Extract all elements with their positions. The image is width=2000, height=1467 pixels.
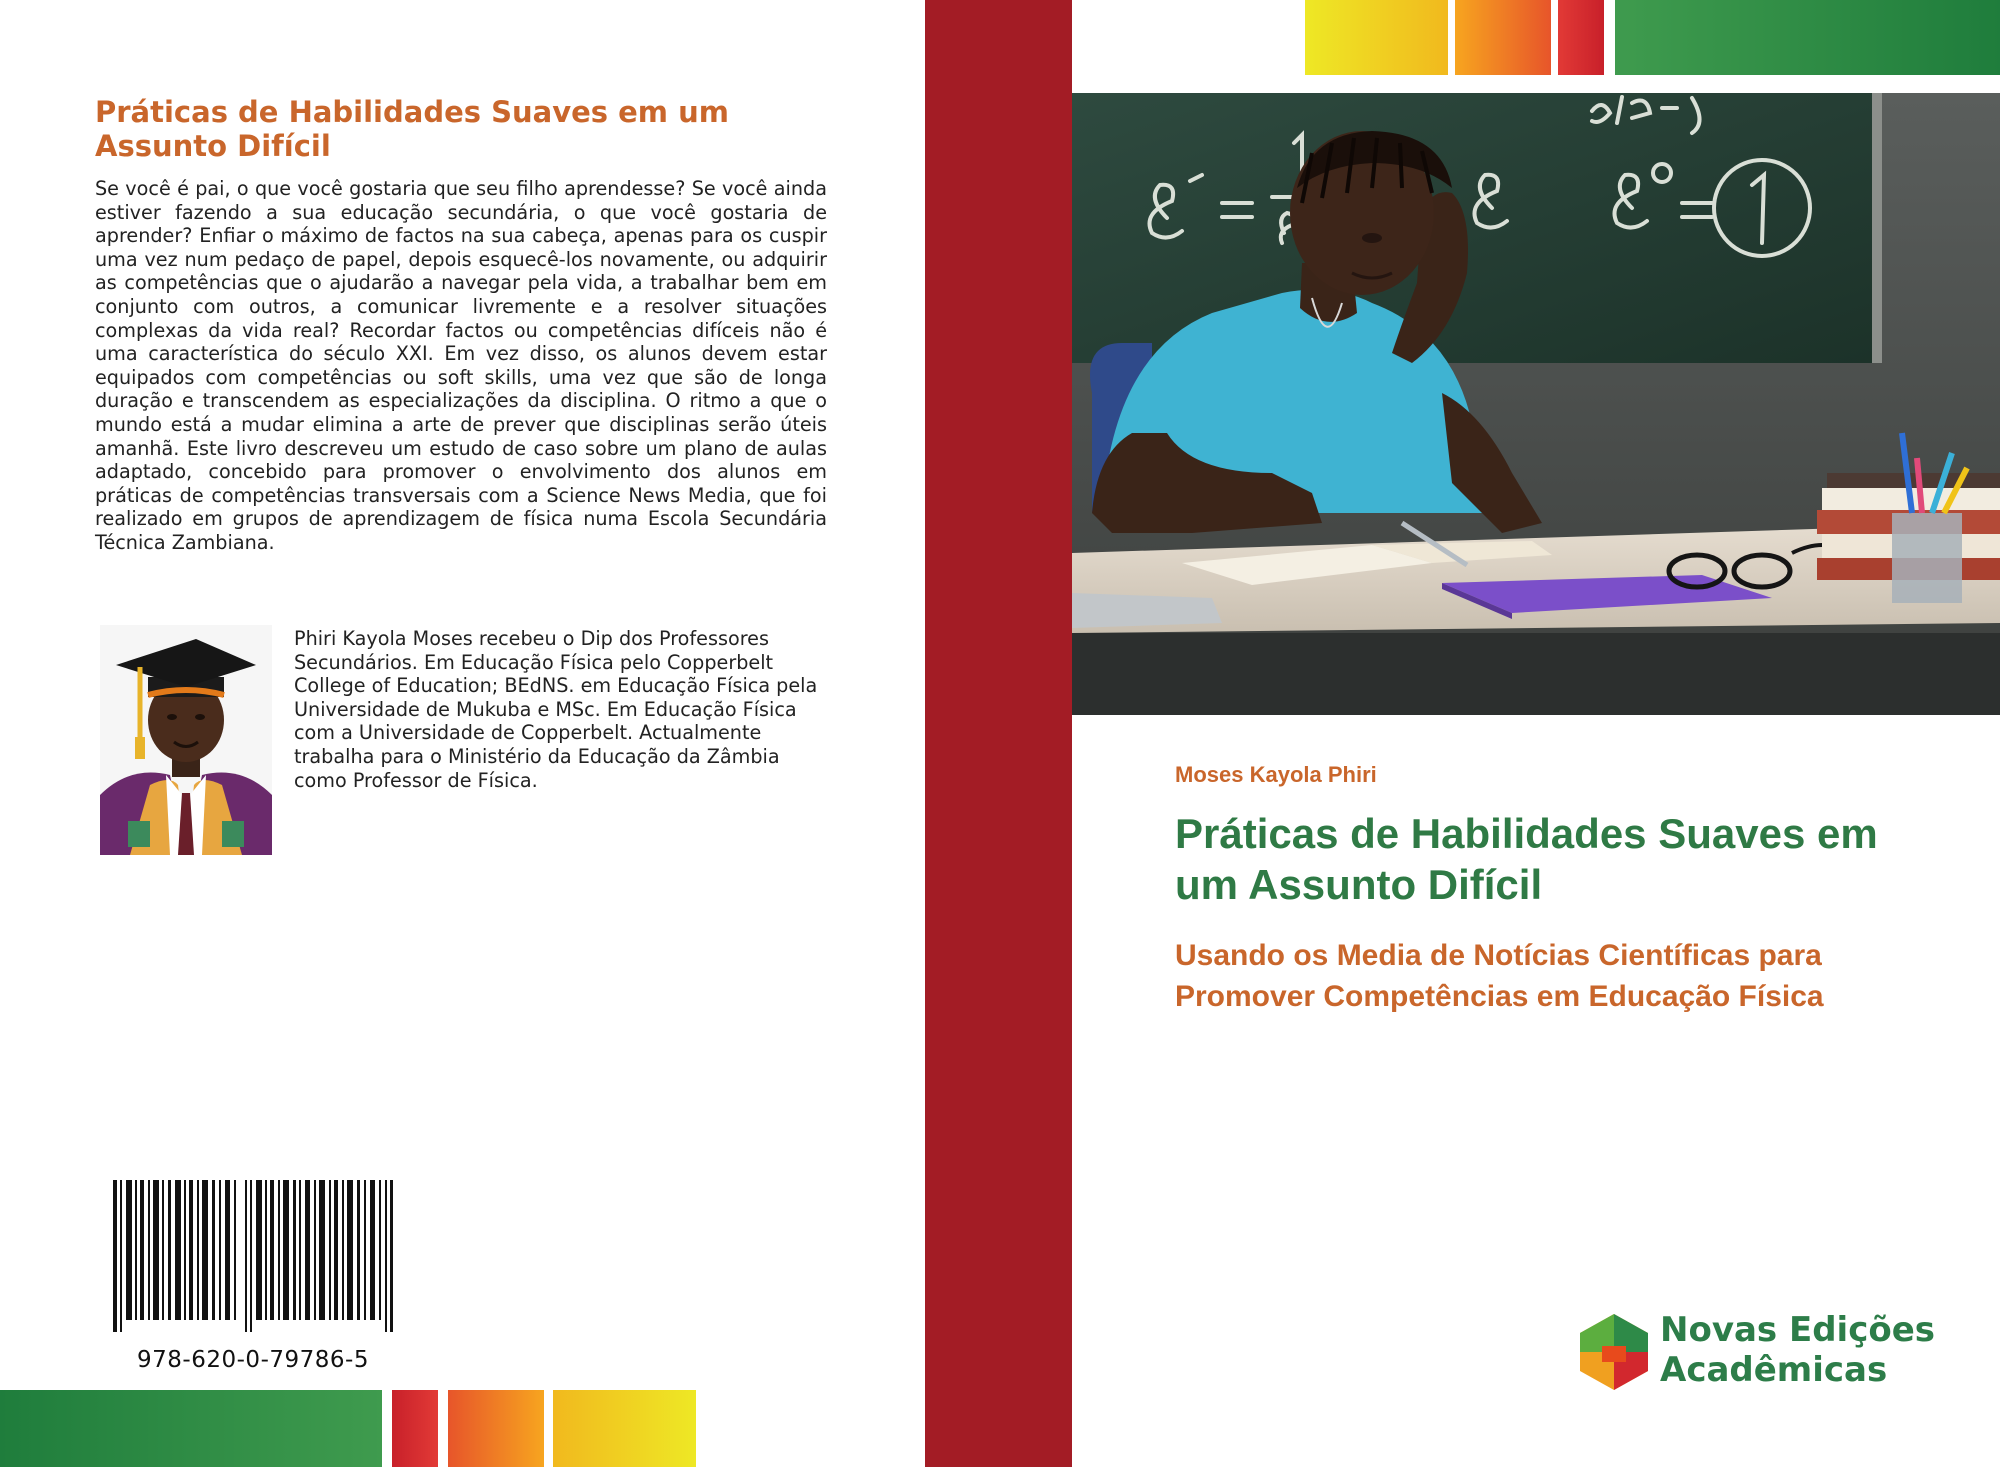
author-photo bbox=[100, 625, 272, 855]
back-color-stripes bbox=[0, 1390, 700, 1467]
front-subtitle: Usando os Media de Notícias Científicas para Promover Competências em Educação Física bbox=[1175, 939, 1824, 1013]
back-cover-blurb: Se você é pai, o que você gostaria que seu filho aprendesse? Se você ainda estiver fazendo a sua educação secundária, o que você gostaria de aprender? Enfiar o máximo de factos na sua cabeça, apenas para os cuspir uma vez num pedaço de papel, depois esquecê-los novamente, ou adquirir as competências que o ajudarão a navegar pela vida, a trabalhar bem em conjunto com outros, a comunicar livremente e a resolver situações complexas da vida real? Recordar factos ou competências difíceis não é uma característica do século XXI. Em vez disso, os alunos devem estar equipados com competências ou soft skills, uma vez que são de longa duração e transcendem as especializações da disciplina. O ritmo a que o mundo está a mudar elimina a arte de prever que disciplinas serão úteis amanhã. Este livro descreveu um estudo de caso sobre um plano de aulas adaptado, concebido para promover o envolvimento dos alunos em práticas de competências transversais com a Science News Media, que foi realizado em grupos de aprendizagem de física numa Escola Secundária Técnica Zambiana. bbox=[95, 177, 827, 554]
publisher-hexagon-logo-icon bbox=[1574, 1312, 1654, 1392]
barcode-icon bbox=[113, 1180, 393, 1332]
cover-photo bbox=[1072, 93, 2000, 715]
back-cover-title: Práticas de Habilidades Suaves em um Assunto Difícil bbox=[95, 95, 729, 163]
graduate-portrait-icon bbox=[100, 625, 272, 855]
isbn-number: 978-620-0-79786-5 bbox=[137, 1347, 369, 1373]
front-title: Práticas de Habilidades Suaves em um Assunto Difícil bbox=[1175, 810, 1878, 908]
publisher-name bbox=[1660, 1310, 1935, 1390]
publisher-line-1: Novas Edições bbox=[1660, 1310, 1936, 1350]
front-color-stripes bbox=[1305, 0, 2000, 75]
back-cover bbox=[0, 0, 925, 1467]
front-cover bbox=[1072, 0, 2000, 1467]
book-spine bbox=[925, 0, 1072, 1467]
author-bio: Phiri Kayola Moses recebeu o Dip dos Professores Secundários. Em Educação Física pelo Copperbelt College of Education; BEdNS. em Educação Física pela Universidade de Mukuba e MSc. Em Educação Física com a Universidade de Copperbelt. Actualmente trabalha para o Ministério da Educação da Zâmbia como Professor de Física. bbox=[294, 627, 818, 792]
front-author-name: Moses Kayola Phiri bbox=[1175, 762, 1377, 787]
publisher-line-2: Acadêmicas bbox=[1660, 1350, 1888, 1390]
